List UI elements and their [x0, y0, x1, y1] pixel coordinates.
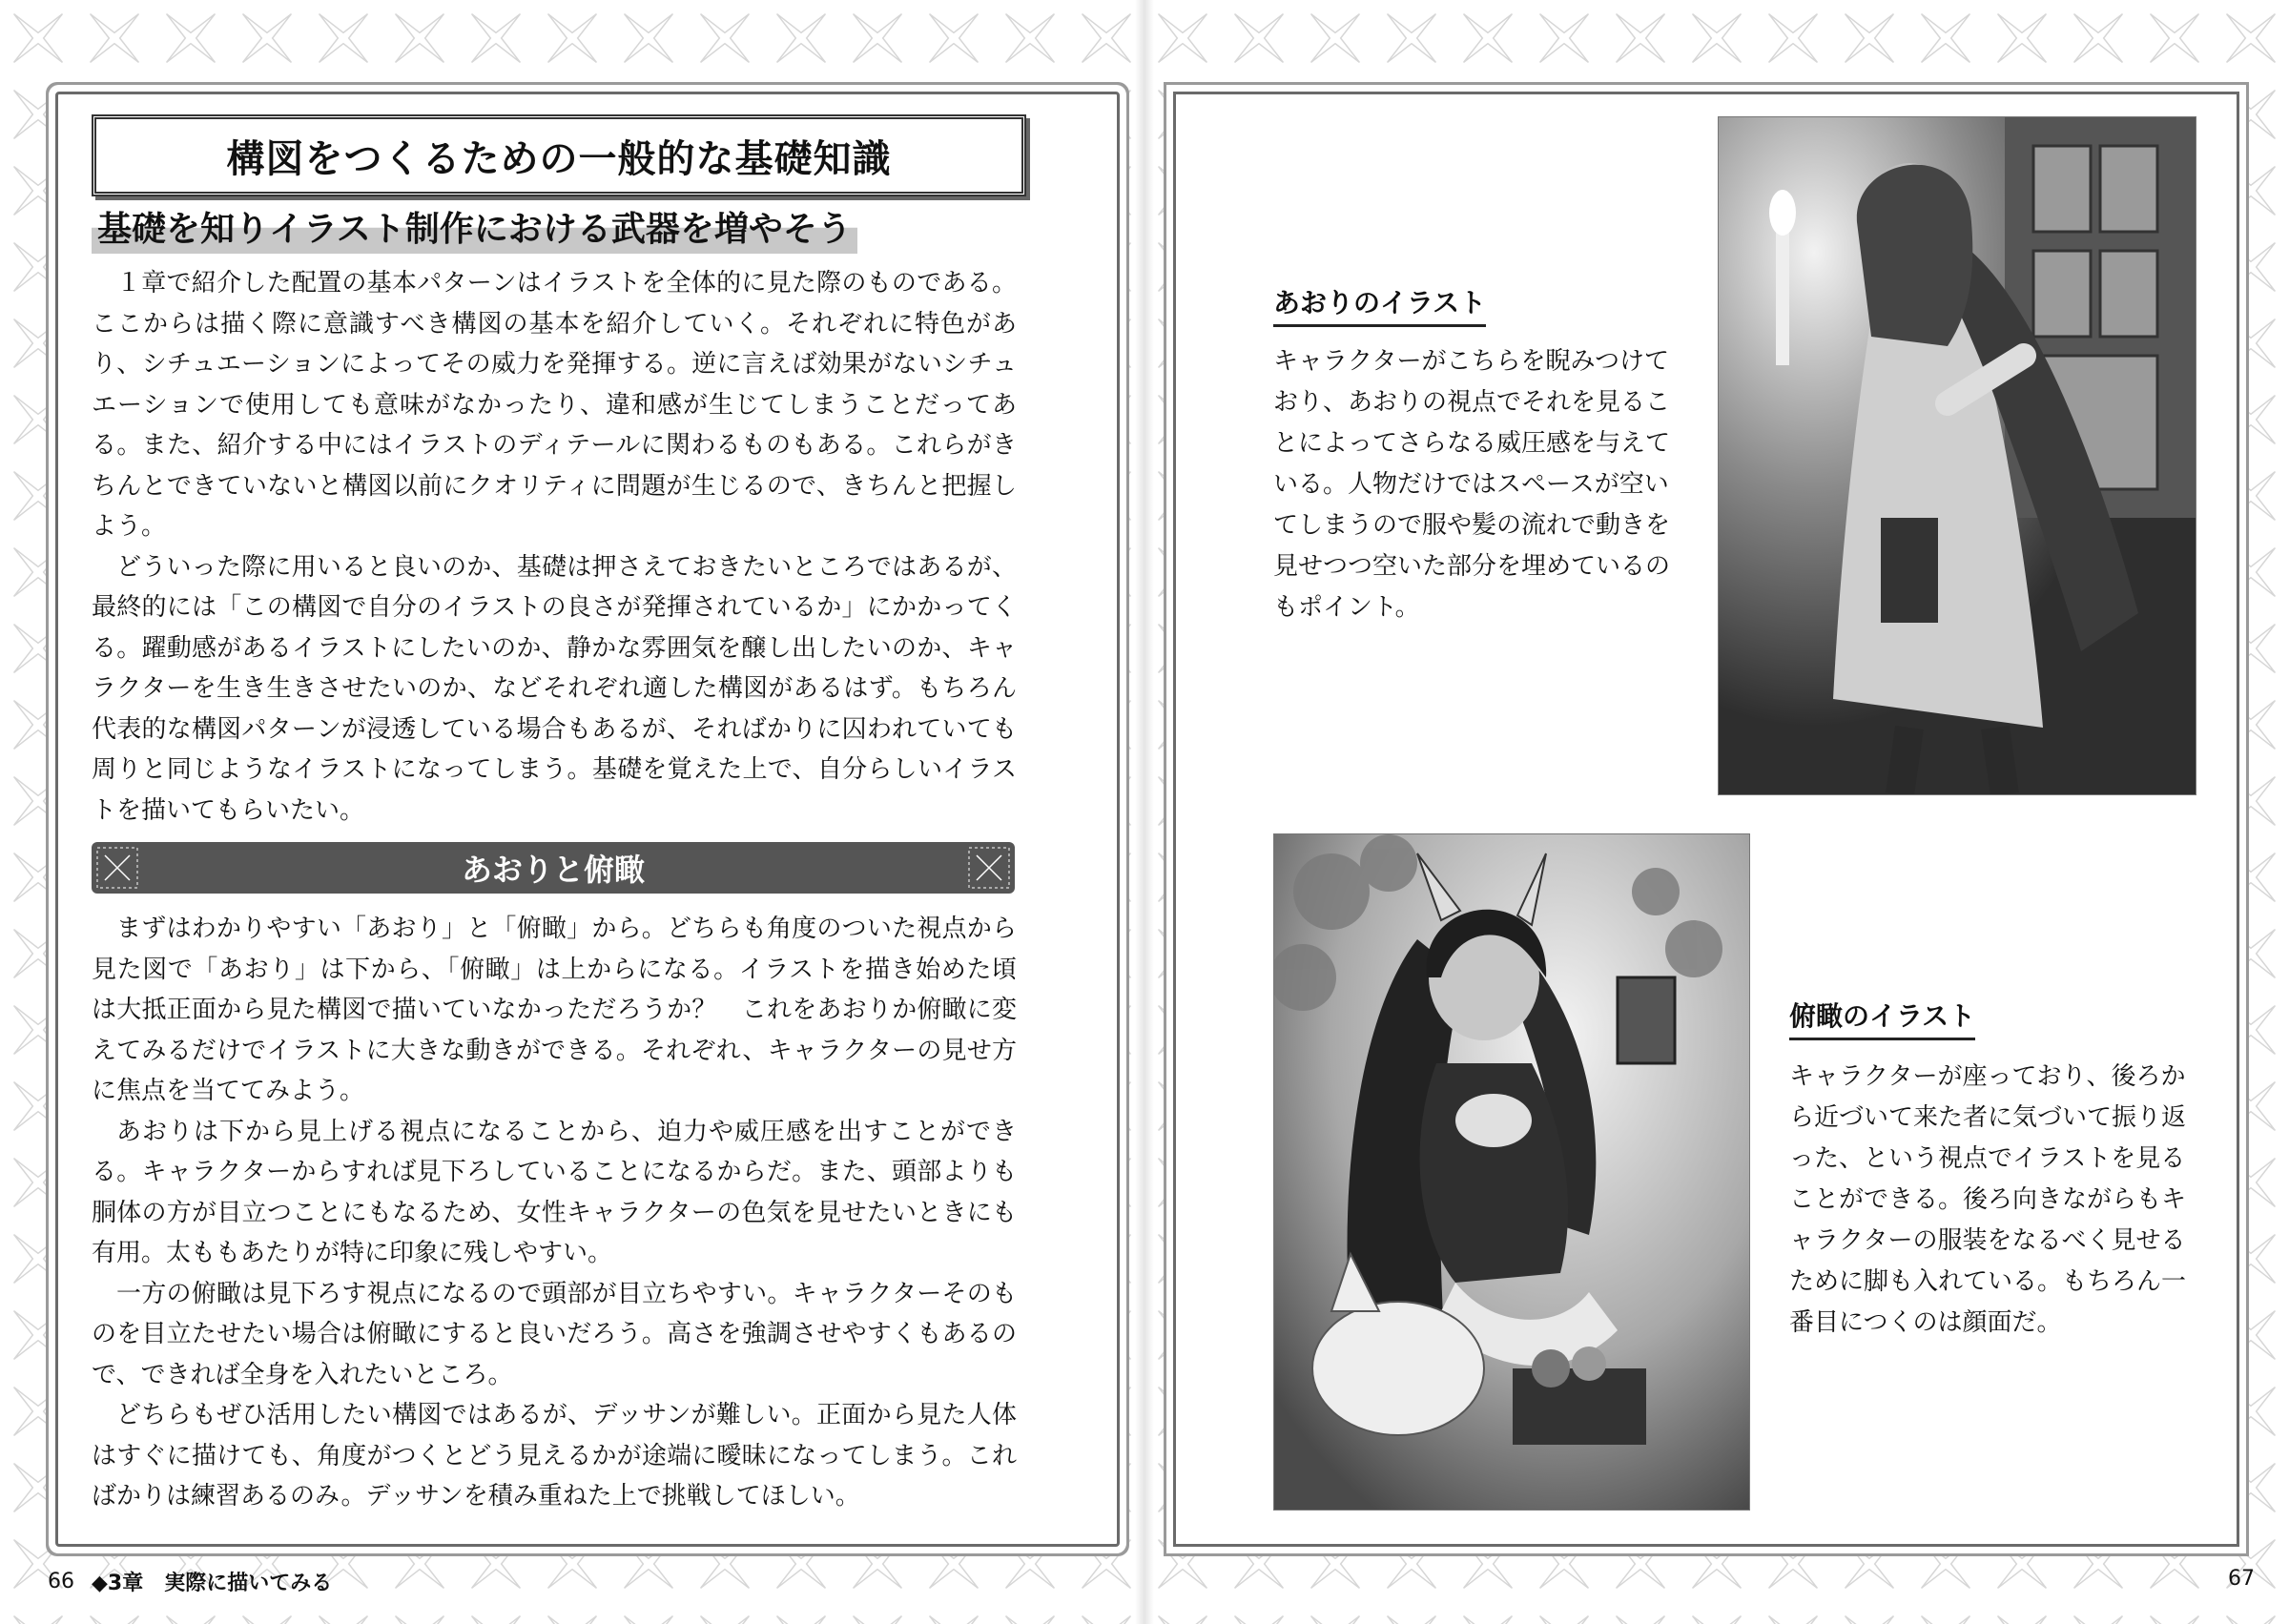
left-footer: [48, 1567, 332, 1596]
intro-paragraph: どういった際に用いると良いのか、基礎は押さえておきたいところではあるが、最終的には「この構図で自分のイラストの良さが発揮されているか」にかかってくる。躍動感があるイラストにしたいのか、静かな雰囲気を醸し出したいのか、キャラクターを生き生きさせたいのか、などそれぞれ適した構図があるはず。もちろん代表的な構図パターンが浸透している場合もあるが、そればかりに囚われていても周りと同じようなイラストになってしまう。基礎を覚えた上で、自分らしいイラストを描いてもらいたい。: [92, 552, 1017, 825]
aori-caption-text: キャラクターがこちらを睨みつけており、あおりの視点でそれを見ることによってさらなる威圧感を与えている。人物だけではスペースが空いてしまうので服や髪の流れで動きを見せつつ空いた部分を埋めているのもポイント。: [1273, 347, 1671, 622]
page-number: 67: [2228, 1567, 2255, 1591]
fukan-illustration: [1273, 833, 1750, 1511]
intro-paragraph: １章で紹介した配置の基本パターンはイラストを全体的に見た際のものである。ここからは描く際に意識すべき構図の基本を紹介していく。それぞれに特色があり、シチュエーションによってその威力を発揮する。逆に言えば効果がないシチュエーションで使用しても意味がなかったり、違和感が生じてしまうことだってある。また、紹介する中にはイラストのディテールに関わるものもある。これらがきちんとできていないと構図以前にクオリティに問題が生じるので、きちんと把握しよう。: [92, 269, 1017, 541]
intro-text: [92, 263, 1017, 831]
left-page: [0, 0, 1144, 1624]
section-body-text: [92, 909, 1017, 1517]
book-gutter: [1135, 0, 1154, 1624]
section-paragraph: まずはわかりやすい「あおり」と「俯瞰」から。どちらも角度のついた視点から見た図で「あおり」は下から、「俯瞰」は上からになる。イラストを描き始めた頃は大抵正面から見た構図で描いていなかっただろうか？ これをあおりか俯瞰に変えてみるだけでイラストに大きな動きができる。それぞれ、キャラクターの見せ方に焦点を当ててみよう。: [92, 915, 1017, 1105]
page-number: 66: [48, 1570, 74, 1593]
section-heading-label: あおりと俯瞰: [461, 852, 645, 888]
corner-ornament-icon: [92, 842, 143, 894]
aori-caption-title: あおりのイラスト: [1273, 282, 1486, 327]
corner-ornament-icon: [963, 842, 1015, 894]
section-paragraph: 一方の俯瞰は見下ろす視点になるので頭部が目立ちやすい。キャラクターそのものを目立たせたい場合は俯瞰にすると良いだろう。高さを強調させやすくもあるので、できれば全身を入れたいところ。: [92, 1279, 1017, 1389]
section-paragraph: どちらもぜひ活用したい構図ではあるが、デッサンが難しい。正面から見た人体はすぐに描けても、角度がつくとどう見えるかが途端に曖昧になってしまう。こればかりは練習あるのみ。デッサンを積み重ねた上で挑戦してほしい。: [92, 1401, 1017, 1511]
page-subtitle: 基礎を知りイラスト制作における武器を増やそう: [92, 206, 857, 254]
right-page: [1144, 0, 2289, 1624]
page-title: 構図をつくるための一般的な基礎知識: [92, 114, 1026, 196]
chapter-label: ◆3章 実際に描いてみる: [92, 1572, 333, 1595]
aori-illustration: [1718, 116, 2196, 795]
fukan-caption-text: キャラクターが座っており、後ろから近づいて来た者に気づいて振り返った、という視点でイラストを見ることができる。後ろ向きながらもキャラクターの服装をなるべく見せるために脚も入れている。もちろん一番目につくのは顔面だ。: [1789, 1062, 2187, 1337]
section-paragraph: あおりは下から見上げる視点になることから、迫力や威圧感を出すことができる。キャラクターからすれば見下ろしていることになるからだ。また、頭部よりも胴体の方が目立つことにもなるため、女性キャラクターの色気を見せたいときにも有用。太ももあたりが特に印象に残しやすい。: [92, 1117, 1017, 1267]
section-heading: [92, 842, 1015, 894]
fukan-caption-title: 俯瞰のイラスト: [1789, 996, 1975, 1040]
